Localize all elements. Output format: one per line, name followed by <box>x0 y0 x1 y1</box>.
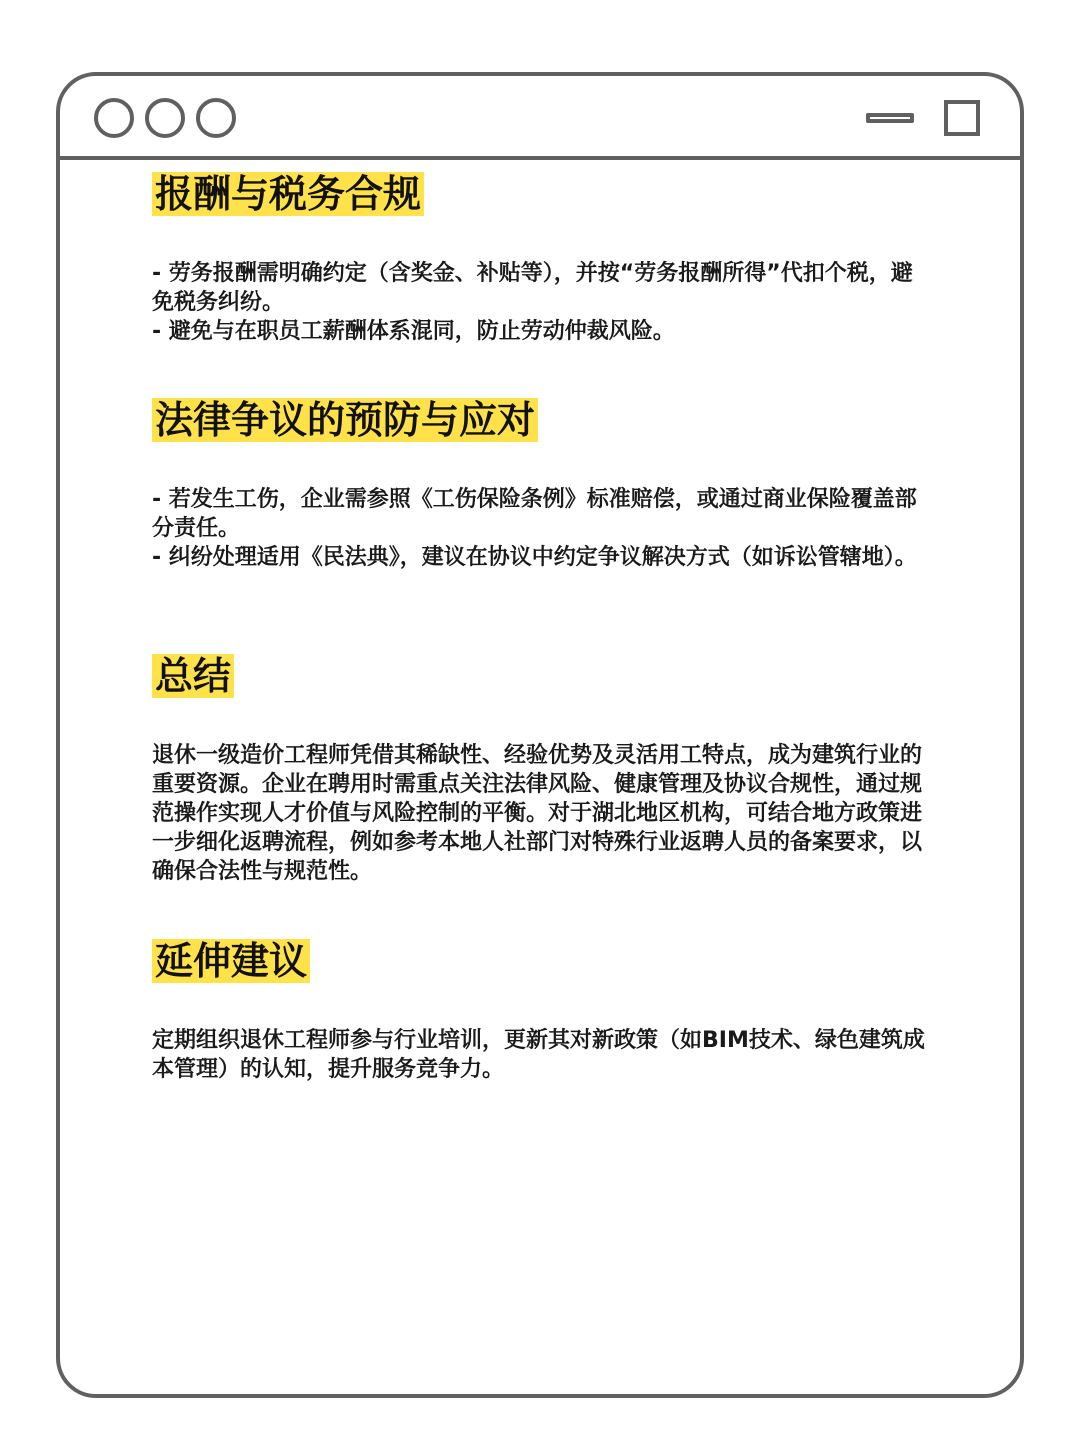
body-line: - 纠纷处理适用《民法典》，建议在协议中约定争议解决方式（如诉讼管辖地）。 <box>152 545 917 570</box>
window-titlebar <box>60 76 1020 160</box>
window-control-circle-icon[interactable] <box>94 98 134 138</box>
body-line: - 若发生工伤，企业需参照《工伤保险条例》标准赔偿，或通过商业保险覆盖部分责任。 <box>152 487 917 541</box>
section-heading-compensation-tax: 报酬与税务合规 <box>152 172 424 216</box>
body-line: - 劳务报酬需明确约定（含奖金、补贴等），并按“劳务报酬所得”代扣个税，避免税务纠纷。 <box>152 261 913 315</box>
body-line: 退休一级造价工程师凭借其稀缺性、经验优势及灵活用工特点，成为建筑行业的重要资源。企业在聘用时需重点关注法律风险、健康管理及协议合规性，通过规范操作实现人才价值与风险控制的平衡。对于湖北地区机构，可结合地方政策进一步细化返聘流程，例如参考本地人社部门对特殊行业返聘人员的备案要求，以确保合法性与规范性。 <box>152 743 923 884</box>
body-line: 定期组织退休工程师参与行业培训，更新其对新政策（如BIM技术、绿色建筑成本管理）的认知，提升服务竞争力。 <box>152 1028 925 1082</box>
maximize-icon[interactable] <box>944 100 980 136</box>
section-heading-legal-disputes: 法律争议的预防与应对 <box>152 398 538 442</box>
minimize-icon[interactable] <box>866 113 914 123</box>
section-body-compensation-tax <box>152 259 928 346</box>
section-body-legal-disputes <box>152 485 928 572</box>
window-control-circle-icon[interactable] <box>145 98 185 138</box>
window-control-circle-icon[interactable] <box>196 98 236 138</box>
section-body-summary <box>152 741 928 886</box>
section-heading-summary: 总结 <box>152 654 234 698</box>
section-body-extension <box>152 1026 928 1084</box>
section-heading-extension: 延伸建议 <box>152 939 310 983</box>
body-line: - 避免与在职员工薪酬体系混同，防止劳动仲裁风险。 <box>152 319 675 344</box>
